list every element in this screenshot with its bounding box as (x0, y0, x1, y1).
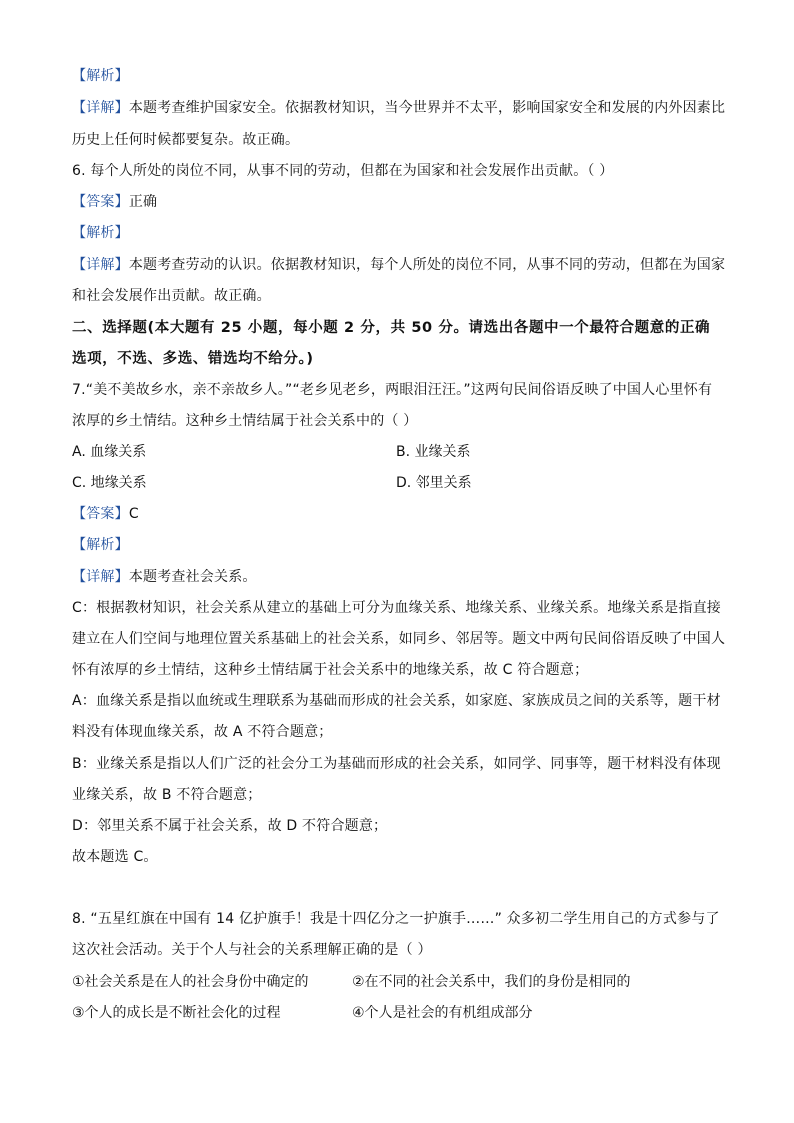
detail-text: 本题考查维护国家安全。依据教材知识，当今世界并不太平，影响国家安全和发展的内外因素比 (128, 100, 726, 116)
section-2-heading-line1: 二、选择题(本大题有 25 小题，每小题 2 分，共 50 分。请选出各题中一个最符合题意的正确 (72, 320, 711, 336)
question-7-options-row1 (72, 442, 732, 462)
analysis-label: 【解析】 (72, 68, 129, 84)
detail-q7-a-line2: 料没有体现血缘关系，故 A 不符合题意； (72, 724, 333, 740)
question-8-stem-line1: 8. “五星红旗在中国有 14 亿护旗手！我是十四亿分之一护旗手……” 众多初二学生用自己的方式参与了 (72, 911, 720, 927)
detail-q7-c-line3: 怀有浓厚的乡土情结，这种乡土情结属于社会关系中的地缘关系，故 C 符合题意； (72, 662, 589, 678)
question-7-options-row2 (72, 473, 732, 493)
option-1: ①社会关系是在人的社会身份中确定的 (72, 974, 309, 990)
analysis-label: 【解析】 (72, 537, 129, 553)
detail-q6-line2: 和社会发展作出贡献。故正确。 (72, 288, 271, 304)
detail-text: 本题考查社会关系。 (128, 569, 257, 585)
analysis-tag-q7 (72, 535, 129, 555)
detail-q7-a-line1: A：血缘关系是指以血统或生理联系为基础而形成的社会关系，如家庭、家族成员之间的关系等，题干材 (72, 693, 721, 709)
answer-label: 【答案】 (72, 506, 129, 522)
analysis-tag-q5 (72, 66, 129, 86)
detail-label: 【详解】 (72, 100, 129, 116)
answer-q6 (72, 192, 157, 212)
detail-label: 【详解】 (72, 257, 129, 273)
option-2: ②在不同的社会关系中，我们的身份是相同的 (352, 974, 631, 990)
option-d: D. 邻里关系 (396, 475, 472, 491)
question-6-stem: 6. 每个人所处的岗位不同，从事不同的劳动，但都在为国家和社会发展作出贡献。（ ） (72, 163, 614, 179)
answer-q7 (72, 504, 139, 524)
detail-q7-b-line1: B：业缘关系是指以人们广泛的社会分工为基础而形成的社会关系，如同学、同事等，题干材料没有体现 (72, 756, 721, 772)
analysis-label: 【解析】 (72, 225, 129, 241)
question-8-options-row1 (72, 972, 732, 992)
detail-q5-line1 (72, 98, 725, 118)
option-4: ④个人是社会的有机组成部分 (352, 1005, 533, 1021)
option-3: ③个人的成长是不断社会化的过程 (72, 1005, 281, 1021)
option-b: B. 业缘关系 (396, 444, 471, 460)
question-7-stem-line1: 7.“美不美故乡水，亲不亲故乡人。”“老乡见老乡，两眼泪汪汪。”这两句民间俗语反映了中国人心里怀有 (72, 382, 713, 398)
question-7-stem-line2: 浓厚的乡土情结。这种乡土情结属于社会关系中的（ ） (72, 413, 418, 429)
option-c: C. 地缘关系 (72, 475, 147, 491)
detail-q7-b-line2: 业缘关系，故 B 不符合题意； (72, 787, 262, 803)
detail-q7-conclusion: 故本题选 C。 (72, 849, 158, 865)
detail-q7-c-line1: C：根据教材知识，社会关系从建立的基础上可分为血缘关系、地缘关系、业缘关系。地缘关系是指直接 (72, 600, 721, 616)
detail-q7-c-line2: 建立在人们空间与地理位置关系基础上的社会关系，如同乡、邻居等。题文中两句民间俗语反映了中国人 (72, 631, 726, 647)
detail-q6-line1 (72, 255, 725, 275)
detail-q5-line2: 历史上任何时候都要复杂。故正确。 (72, 132, 300, 148)
section-2-heading-line2: 选项，不选、多选、错选均不给分。) (72, 351, 314, 367)
question-8-options-row2 (72, 1003, 732, 1023)
detail-q7-intro (72, 567, 257, 587)
detail-q7-d-line1: D：邻里关系不属于社会关系，故 D 不符合题意； (72, 818, 388, 834)
detail-text: 本题考查劳动的认识。依据教材知识，每个人所处的岗位不同，从事不同的劳动，但都在为国家 (128, 257, 726, 273)
answer-value: 正确 (128, 194, 158, 210)
answer-label: 【答案】 (72, 194, 129, 210)
question-8-stem-line2: 这次社会活动。关于个人与社会的关系理解正确的是（ ） (72, 942, 432, 958)
analysis-tag-q6 (72, 223, 129, 243)
detail-label: 【详解】 (72, 569, 129, 585)
option-a: A. 血缘关系 (72, 444, 147, 460)
answer-value: C (128, 506, 139, 522)
